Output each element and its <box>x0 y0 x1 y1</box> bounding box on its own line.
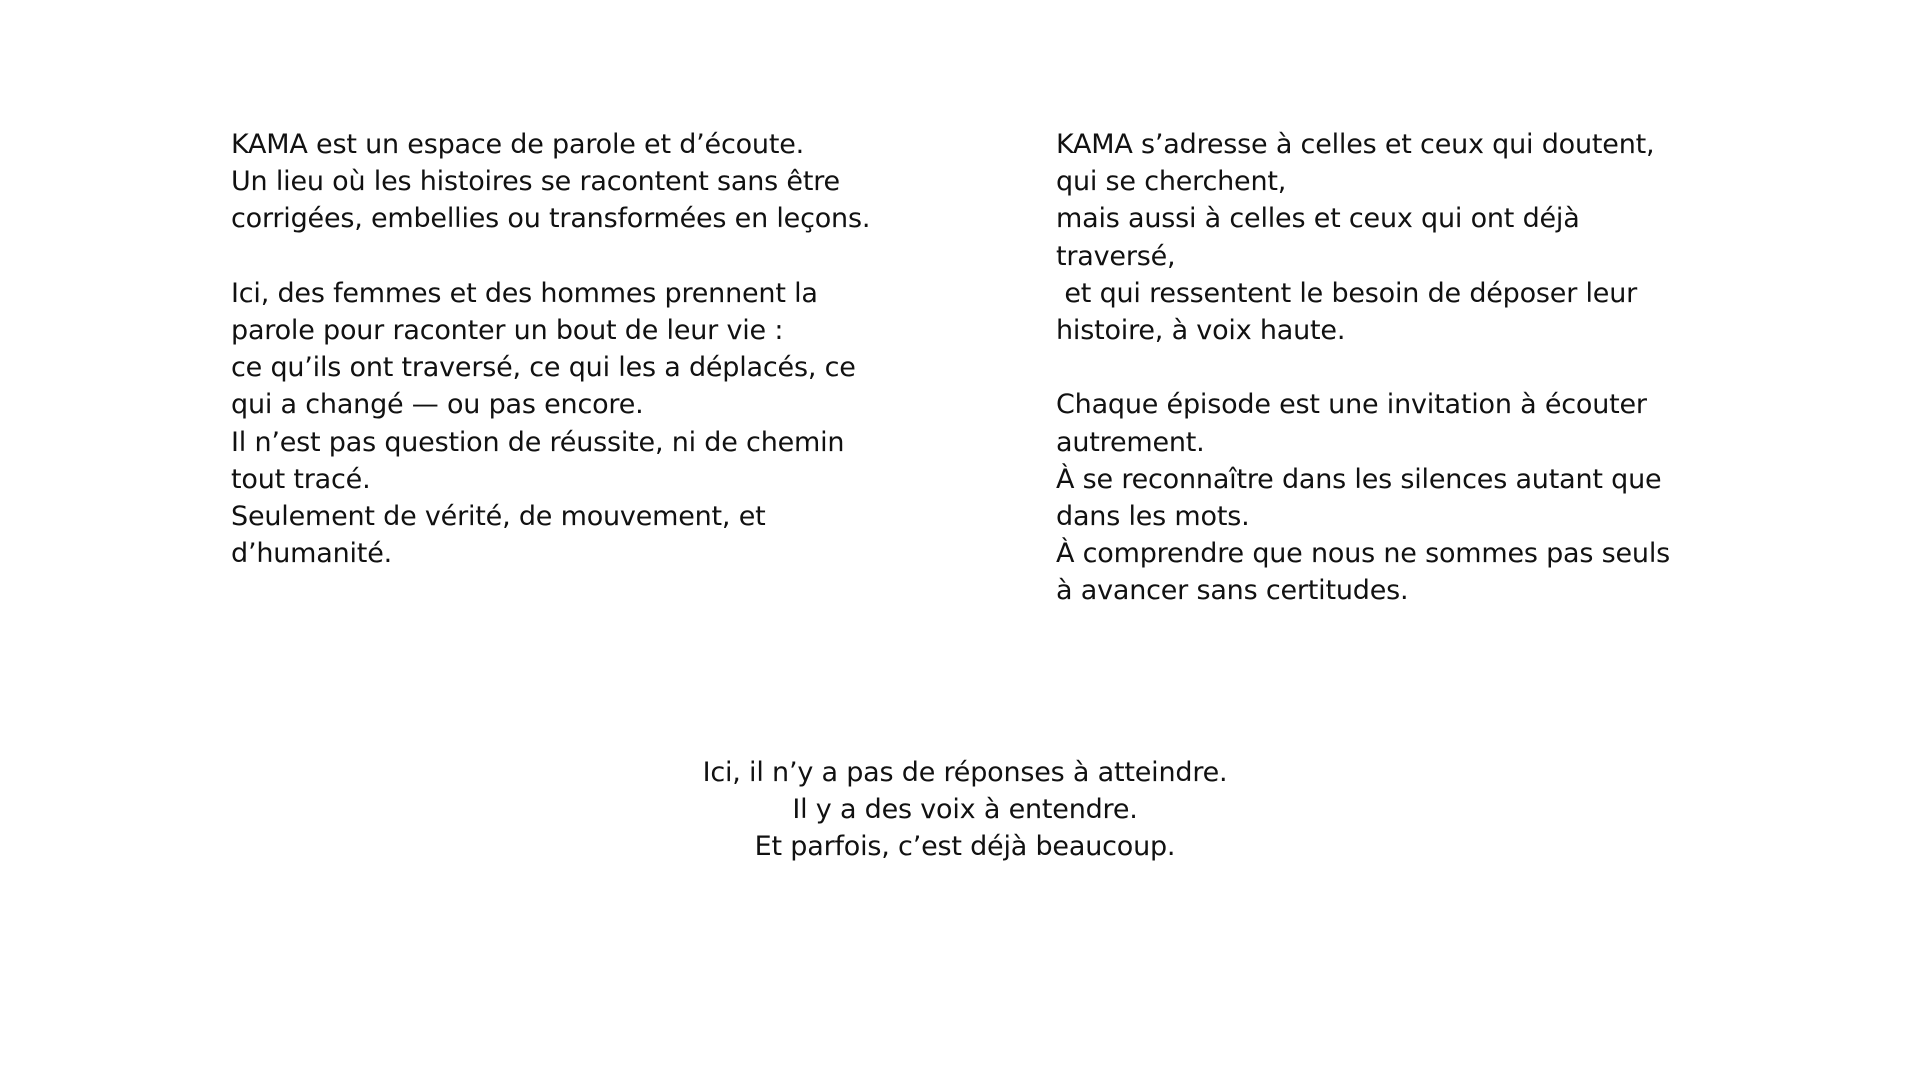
paragraph-spacer <box>1056 349 1776 386</box>
text-line: Ici, il n’y a pas de réponses à atteindre. <box>702 757 1228 788</box>
text-line: mais aussi à celles et ceux qui ont déjà <box>1056 203 1580 235</box>
left-text-column <box>231 126 951 572</box>
text-line: Ici, des femmes et des hommes prennent la <box>231 277 818 309</box>
text-line: parole pour raconter un bout de leur vie : <box>231 315 784 346</box>
text-line: traversé, <box>1056 240 1176 272</box>
text-line: corrigées, embellies ou transformées en leçons. <box>231 203 871 235</box>
text-line: d’humanité. <box>231 538 392 570</box>
text-line: qui se cherchent, <box>1056 166 1287 198</box>
text-line: KAMA s’adresse à celles et ceux qui doutent, <box>1056 129 1655 160</box>
right-paragraph-2 <box>1056 386 1776 609</box>
text-line: dans les mots. <box>1056 501 1250 533</box>
text-line: Et parfois, c’est déjà beaucoup. <box>754 831 1176 863</box>
right-text-column <box>1056 126 1776 610</box>
text-line: ce qu’ils ont traversé, ce qui les a déplacés, ce <box>231 352 856 384</box>
text-line: tout tracé. <box>231 463 371 495</box>
text-line: histoire, à voix haute. <box>1056 315 1346 347</box>
text-line: KAMA est un espace de parole et d’écoute. <box>231 129 805 160</box>
text-line: Il n’est pas question de réussite, ni de chemin <box>231 426 845 458</box>
right-paragraph-1 <box>1056 126 1776 349</box>
text-line: autrement. <box>1056 426 1205 458</box>
text-line: à avancer sans certitudes. <box>1056 575 1409 607</box>
text-line: et qui ressentent le besoin de déposer leur <box>1056 277 1638 309</box>
text-line: qui a changé — ou pas encore. <box>231 389 644 421</box>
text-line: Seulement de vérité, de mouvement, et <box>231 501 766 533</box>
text-line: Il y a des voix à entendre. <box>792 794 1138 826</box>
text-line: Chaque épisode est une invitation à écouter <box>1056 389 1647 421</box>
left-paragraph-2 <box>231 275 951 573</box>
paragraph-spacer <box>231 238 951 275</box>
text-line: À se reconnaître dans les silences autant que <box>1056 463 1662 495</box>
left-paragraph-1 <box>231 126 951 238</box>
text-line: Un lieu où les histoires se racontent sans être <box>231 166 840 198</box>
closing-statement <box>0 754 1920 866</box>
text-line: À comprendre que nous ne sommes pas seuls <box>1056 538 1671 570</box>
